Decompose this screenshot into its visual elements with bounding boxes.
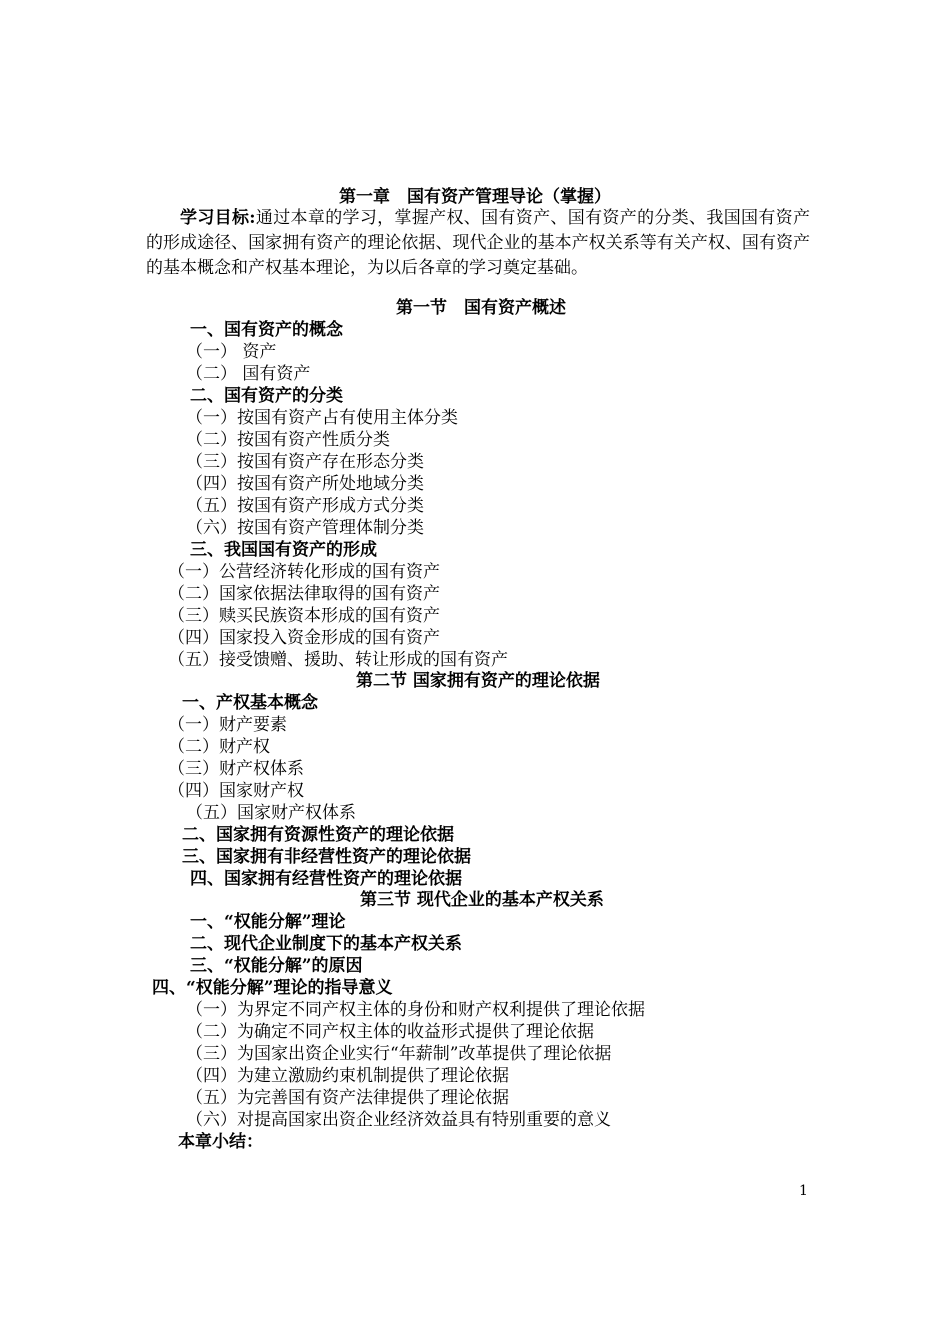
section3-heading-2: 二、现代企业制度下的基本产权关系 <box>190 934 462 954</box>
list-item: （四）国家财产权 <box>168 781 304 801</box>
section3-heading-4: 四、“权能分解”理论的指导意义 <box>152 978 393 998</box>
list-item: （二）国家依据法律取得的国有资产 <box>168 584 440 604</box>
list-item: （一） 资产 <box>186 342 277 362</box>
list-item: （一）按国有资产占有使用主体分类 <box>186 408 458 428</box>
list-item: （四）国家投入资金形成的国有资产 <box>168 628 440 648</box>
learning-objective <box>146 206 810 281</box>
list-item: （二）为确定不同产权主体的收益形式提供了理论依据 <box>186 1022 594 1042</box>
list-item: （一）为界定不同产权主体的身份和财产权利提供了理论依据 <box>186 1000 645 1020</box>
chapter-summary-label: 本章小结： <box>178 1132 263 1152</box>
list-item: （四）为建立激励约束机制提供了理论依据 <box>186 1066 509 1086</box>
chapter-title: 第一章 国有资产管理导论（掌握） <box>339 187 611 207</box>
section1-heading-1: 一、国有资产的概念 <box>190 320 343 340</box>
list-item: （五）国家财产权体系 <box>186 803 356 823</box>
section2-heading-3: 三、国家拥有非经营性资产的理论依据 <box>182 847 471 867</box>
list-item: （六）按国有资产管理体制分类 <box>186 518 424 538</box>
section2-heading-4: 四、国家拥有经营性资产的理论依据 <box>190 869 462 889</box>
list-item: （四）按国有资产所处地域分类 <box>186 474 424 494</box>
list-item: （三）赎买民族资本形成的国有资产 <box>168 606 440 626</box>
list-item: （二）财产权 <box>168 737 270 757</box>
list-item: （一）公营经济转化形成的国有资产 <box>168 562 440 582</box>
list-item: （三）财产权体系 <box>168 759 304 779</box>
list-item: （五）为完善国有资产法律提供了理论依据 <box>186 1088 509 1108</box>
section3-heading-3: 三、“权能分解”的原因 <box>190 956 363 976</box>
section3-title: 第三节 现代企业的基本产权关系 <box>360 890 604 910</box>
list-item: （六）对提高国家出资企业经济效益具有特别重要的意义 <box>186 1110 611 1130</box>
section1-heading-2: 二、国有资产的分类 <box>190 386 343 406</box>
section2-title: 第二节 国家拥有资产的理论依据 <box>356 671 600 691</box>
list-item: （三）为国家出资企业实行“年薪制”改革提供了理论依据 <box>186 1044 612 1064</box>
list-item: （五）接受馈赠、援助、转让形成的国有资产 <box>168 650 508 670</box>
page-number: 1 <box>799 1183 808 1199</box>
objective-text: 通过本章的学习，掌握产权、国有资产、国有资产的分类、我国国有资产的形成途径、国家拥有资产的理论依据、现代企业的基本产权关系等有关产权、国有资产的基本概念和产权基本理论，为以后各章的学习奠定基础。 <box>146 208 810 278</box>
section2-heading-1: 一、产权基本概念 <box>182 693 318 713</box>
section2-heading-2: 二、国家拥有资源性资产的理论依据 <box>182 825 454 845</box>
list-item: （一）财产要素 <box>168 715 287 735</box>
section1-title: 第一节 国有资产概述 <box>396 298 566 318</box>
list-item: （二）按国有资产性质分类 <box>186 430 390 450</box>
objective-label: 学习目标: <box>180 208 256 228</box>
list-item: （三）按国有资产存在形态分类 <box>186 452 424 472</box>
list-item: （五）按国有资产形成方式分类 <box>186 496 424 516</box>
section3-heading-1: 一、“权能分解”理论 <box>190 912 346 932</box>
section1-heading-3: 三、我国国有资产的形成 <box>190 540 377 560</box>
list-item: （二） 国有资产 <box>186 364 311 384</box>
